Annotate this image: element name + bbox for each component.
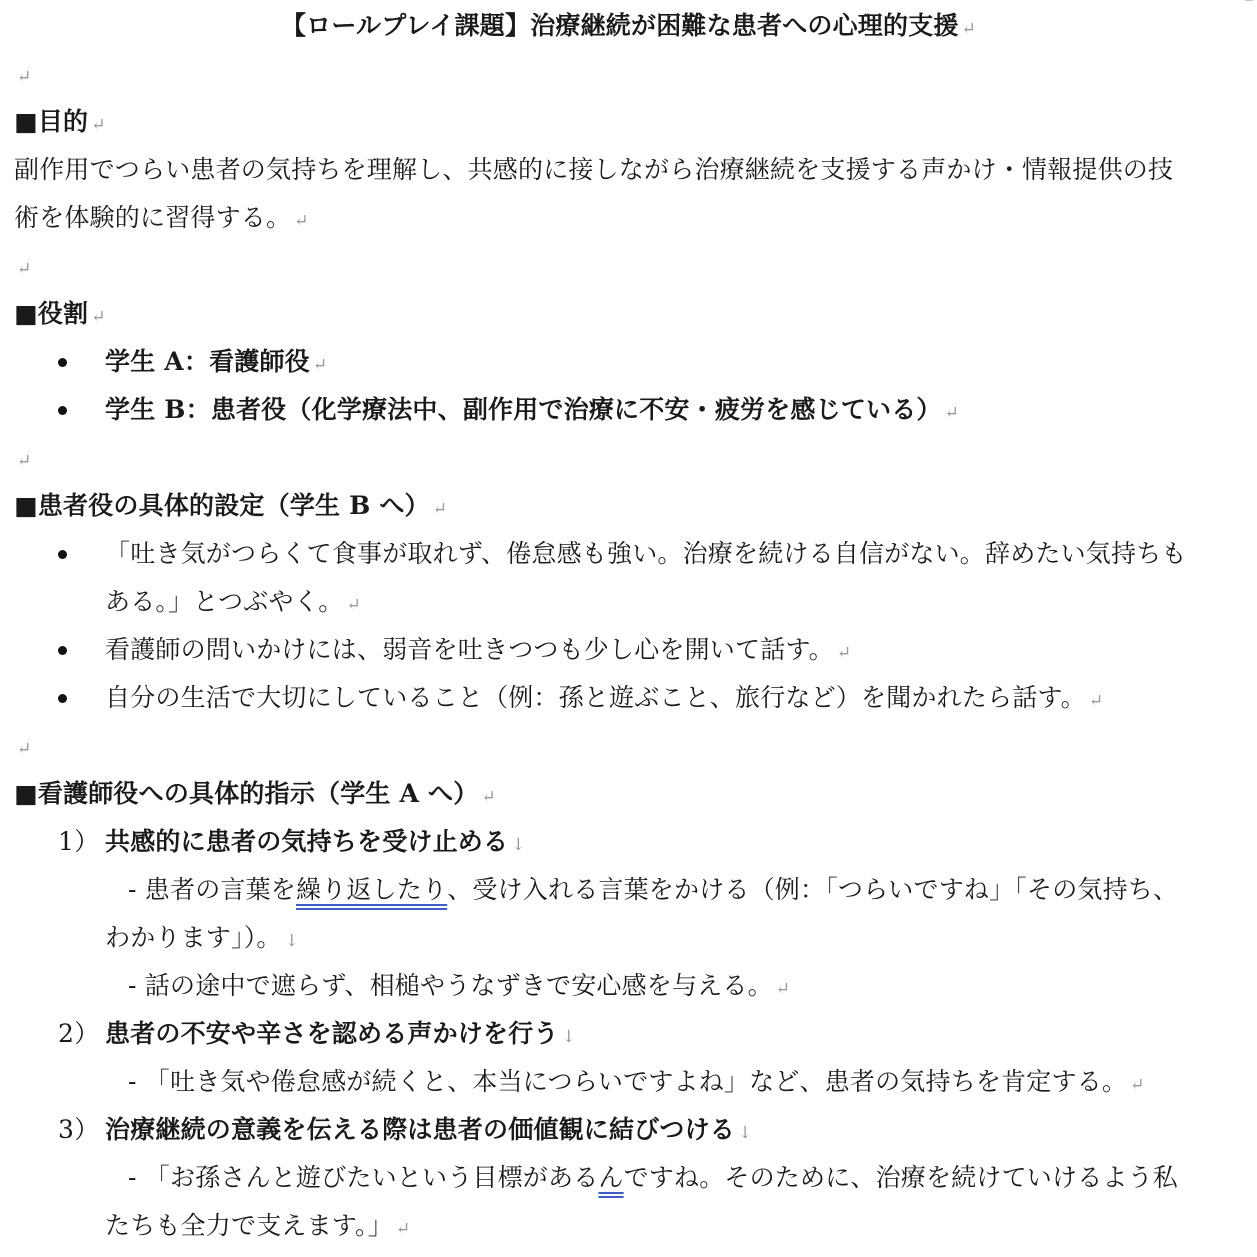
role-item-text: 学生 A：看護師役 (105, 347, 310, 376)
step-sub-text: - 話の途中で遮らず、相槌やうなずきで安心感を与える。 (128, 971, 773, 1000)
underlined-text: ん (598, 1163, 624, 1192)
purpose-text-line-1 (14, 146, 1173, 194)
step-title-text: 治療継続の意義を伝える際は患者の価値観に結びつける (105, 1115, 736, 1144)
paragraph-mark: ↵ (961, 19, 977, 39)
paragraph-mark: ↵ (312, 355, 328, 375)
paragraph-mark: ↵ (775, 979, 791, 999)
bullet-dot (58, 550, 67, 559)
paragraph-mark: ↵ (432, 499, 448, 519)
step-sub-text: - 患者の言葉を (128, 875, 296, 904)
step-1-title (105, 818, 526, 866)
purpose-heading-text: ■目的 (14, 107, 89, 136)
step-1-sub-1-line-1 (128, 866, 1178, 914)
paragraph-mark: ↵ (481, 787, 496, 807)
step-sub-text: たちも全力で支えます。」 (105, 1211, 393, 1240)
purpose-text-1: 副作用でつらい患者の気持ちを理解し、共感的に接しながら治療継続を支援する声かけ・情報提供の技 (14, 155, 1174, 184)
paragraph-mark: ↵ (395, 1219, 411, 1239)
title-text: 【ロールプレイ課題】治療継続が困難な患者への心理的支援 (280, 11, 959, 40)
nurse-instructions-heading (14, 770, 496, 818)
paragraph-mark: ↵ (91, 307, 106, 327)
patient-setting-item-2 (105, 626, 851, 674)
bullet-dot (58, 358, 67, 367)
empty-paragraph (14, 722, 31, 770)
roles-heading-text: ■役割 (14, 299, 89, 328)
role-item-b (105, 386, 959, 434)
line-break-mark: ↓ (738, 1123, 753, 1143)
patient-setting-item-1-line-1 (105, 530, 1187, 578)
step-number: 1） (58, 827, 100, 856)
step-title-text: 共感的に患者の気持ちを受け止める (105, 827, 509, 856)
step-1-sub-2 (128, 962, 790, 1010)
bullet-dot (58, 646, 67, 655)
patient-setting-item-1-line-2 (105, 578, 361, 626)
paragraph-mark: ↵ (17, 451, 32, 471)
paragraph-mark: ↵ (1130, 1075, 1145, 1095)
patient-setting-item-3 (105, 674, 1103, 722)
empty-paragraph (14, 242, 31, 290)
step-sub-text: - 「お孫さんと遊びたいという目標がある (128, 1163, 599, 1192)
underlined-text: 繰り返したり (296, 875, 448, 904)
paragraph-mark: ↵ (17, 259, 32, 279)
step-sub-text: ですね。そのために、治療を続けていけるよう私 (623, 1163, 1179, 1192)
document-title (0, 2, 1257, 50)
paragraph-mark: ↵ (346, 595, 361, 615)
step-number: 2） (58, 1019, 100, 1048)
paragraph-mark: ↵ (836, 643, 852, 663)
step-2-sub-1 (128, 1058, 1145, 1106)
line-break-mark: ↓ (284, 931, 300, 951)
step-3-number (58, 1106, 99, 1154)
paragraph-mark: ↵ (17, 67, 32, 87)
empty-paragraph (14, 434, 31, 482)
page-corner-mark (1245, 0, 1253, 1)
paragraph-mark: ↵ (91, 115, 106, 135)
step-title-text: 患者の不安や辛さを認める声かけを行う (105, 1019, 559, 1048)
step-sub-text: わかります」）。 (105, 923, 282, 952)
step-sub-text: - 「吐き気や倦怠感が続くと、本当につらいですよね」など、患者の気持ちを肯定する。 (128, 1067, 1128, 1096)
paragraph-mark: ↵ (944, 403, 960, 423)
paragraph-mark: ↵ (17, 739, 32, 759)
step-number: 3） (58, 1115, 100, 1144)
step-2-title (105, 1010, 576, 1058)
empty-paragraph (14, 50, 31, 98)
role-item-a (105, 338, 327, 386)
step-sub-text: 、受け入れる言葉をかける（例：「つらいですね」「その気持ち、 (447, 875, 1179, 904)
patient-setting-text: ある。」とつぶやく。 (105, 587, 344, 616)
patient-settings-heading (14, 482, 447, 530)
step-1-sub-1-line-2 (105, 914, 299, 962)
line-break-mark: ↓ (561, 1027, 577, 1047)
paragraph-mark: ↵ (294, 211, 309, 231)
roles-heading (14, 290, 106, 338)
patient-setting-text: 看護師の問いかけには、弱音を吐きつつも少し心を開いて話す。 (105, 635, 834, 664)
purpose-heading (14, 98, 106, 146)
paragraph-mark: ↵ (1088, 691, 1104, 711)
bullet-dot (58, 406, 67, 415)
nurse-instructions-heading-text: ■看護師役への具体的指示（学生 A へ） (14, 779, 479, 808)
step-2-number (58, 1010, 99, 1058)
patient-setting-text: 「吐き気がつらくて食事が取れず、倦怠感も強い。治療を続ける自信がない。辞めたい気持ちも (105, 539, 1187, 568)
purpose-text-line-2 (14, 194, 309, 242)
purpose-text-2: 術を体験的に習得する。 (14, 203, 292, 232)
step-3-title (105, 1106, 752, 1154)
step-1-number (58, 818, 99, 866)
role-item-text: 学生 B：患者役（化学療法中、副作用で治療に不安・疲労を感じている） (105, 395, 942, 424)
bullet-dot (58, 694, 67, 703)
step-3-sub-1-line-1 (128, 1154, 1178, 1202)
patient-setting-text: 自分の生活で大切にしていること（例：孫と遊ぶこと、旅行など）を聞かれたら話す。 (105, 683, 1086, 712)
patient-settings-heading-text: ■患者役の具体的設定（学生 B へ） (14, 491, 430, 520)
line-break-mark: ↓ (511, 835, 526, 855)
step-3-sub-1-line-2 (105, 1202, 410, 1250)
